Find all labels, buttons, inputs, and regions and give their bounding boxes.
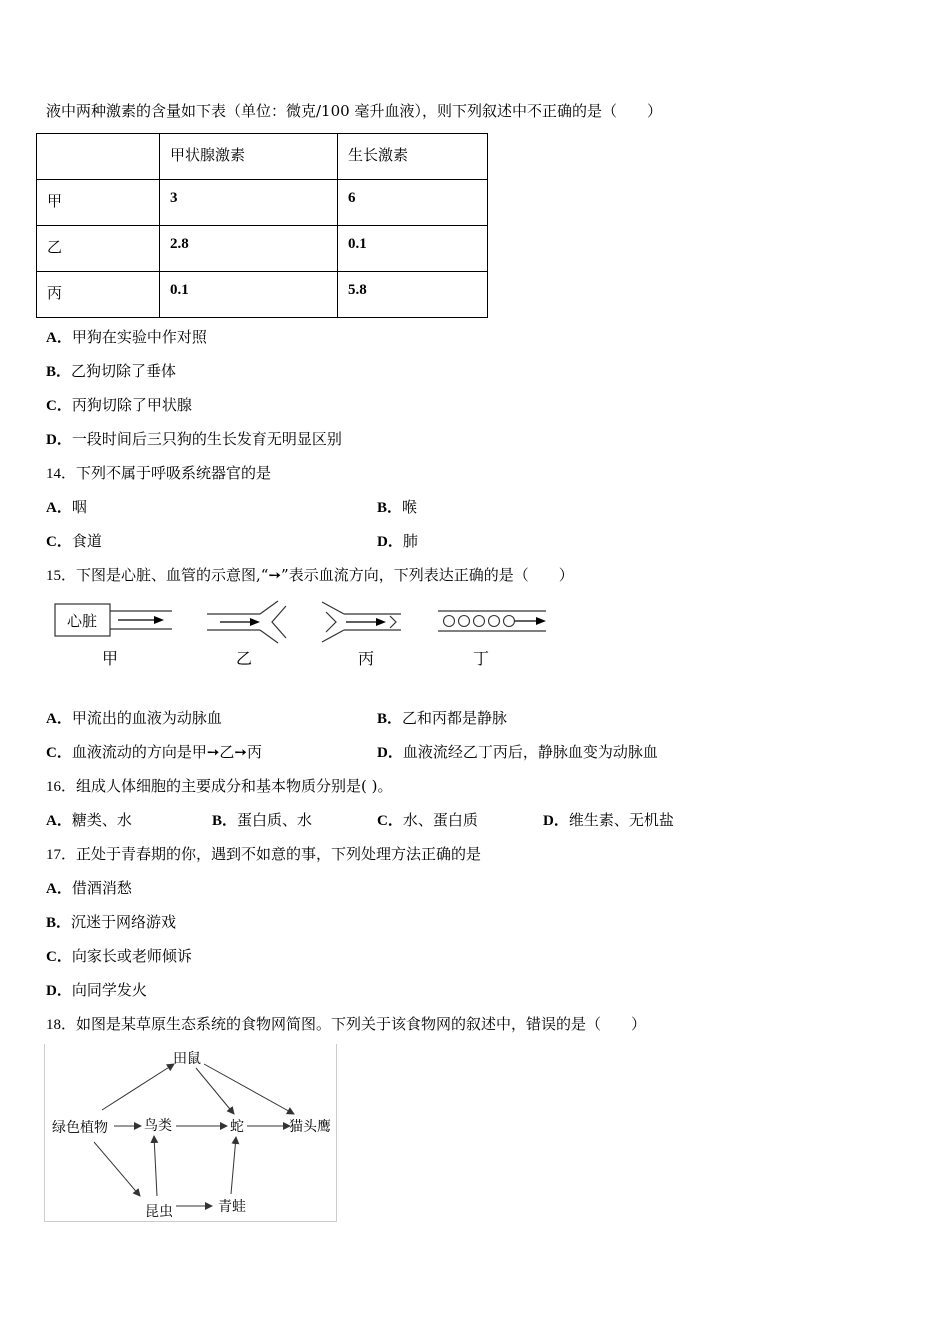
hormone-table — [36, 133, 488, 318]
q17-option-c — [46, 946, 192, 967]
node-birds: 鸟类 — [144, 1118, 172, 1134]
table-cell: 0.1 — [338, 226, 488, 272]
q14-stem — [46, 463, 271, 484]
option-label: A． — [46, 881, 72, 897]
table-header-cell: 生长激素 — [338, 134, 488, 180]
vessel-branch — [390, 616, 396, 628]
table-cell: 5.8 — [338, 272, 488, 318]
q16-option-b — [212, 810, 312, 831]
q13-option-a — [46, 327, 207, 348]
q15-option-b — [377, 708, 507, 729]
node-owl: 猫头鹰 — [289, 1119, 331, 1135]
node-frog: 青蛙 — [218, 1199, 246, 1215]
arrow-plant-to-insects — [94, 1142, 140, 1196]
node-green-plant: 绿色植物 — [52, 1120, 108, 1136]
q17-option-d — [46, 980, 147, 1001]
question-text: 组成人体细胞的主要成分和基本物质分别是( )。 — [76, 777, 393, 795]
question-number: 16． — [46, 779, 77, 795]
food-web-figure — [44, 1044, 338, 1224]
q14-option-c — [46, 531, 102, 552]
flow-arrow-head-icon — [536, 617, 546, 625]
flow-arrow-head-icon — [376, 618, 386, 626]
table-cell: 甲 — [37, 180, 160, 226]
blood-cell-icon — [504, 616, 515, 627]
question-number: 18． — [46, 1017, 77, 1033]
option-label: B． — [46, 364, 72, 380]
option-label: D． — [543, 813, 569, 829]
option-label: A． — [46, 813, 72, 829]
arrow-plant-to-mouse — [102, 1064, 174, 1110]
q15-option-c — [46, 742, 262, 763]
arrow-insects-to-birds — [154, 1136, 157, 1196]
q16-stem — [46, 776, 393, 797]
q14-option-b — [377, 497, 417, 518]
table-header-row — [37, 134, 488, 180]
table-row — [37, 272, 488, 318]
option-label: D． — [46, 432, 72, 448]
question-text: 下列不属于呼吸系统器官的是 — [76, 464, 272, 482]
option-label: A． — [46, 711, 72, 727]
option-label: B． — [46, 915, 72, 931]
option-text: 借酒消愁 — [71, 879, 132, 897]
question-number: 17． — [46, 847, 77, 863]
q14-option-a — [46, 497, 87, 518]
node-field-mouse: 田鼠 — [173, 1051, 201, 1067]
table-row — [37, 226, 488, 272]
option-text: 一段时间后三只狗的生长发育无明显区别 — [71, 430, 342, 448]
option-label: D． — [377, 745, 403, 761]
table-cell: 2.8 — [160, 226, 338, 272]
option-label: B． — [377, 500, 403, 516]
option-label: C． — [46, 949, 72, 965]
vessel-branch — [272, 606, 286, 638]
table-cell: 6 — [338, 180, 488, 226]
option-text: 甲流出的血液为动脉血 — [71, 709, 222, 727]
flow-arrow-head-icon — [154, 616, 164, 624]
q17-stem — [46, 844, 481, 865]
q13-option-b — [46, 361, 176, 382]
heart-vessel-figure — [46, 596, 556, 676]
table-cell: 0.1 — [160, 272, 338, 318]
option-text: 血液流动的方向是甲➙乙➙丙 — [71, 743, 262, 761]
q17-option-b — [46, 912, 176, 933]
option-label: C． — [46, 398, 72, 414]
q17-option-a — [46, 878, 132, 899]
question-number: 15． — [46, 568, 77, 584]
figure-label-ding: 丁 — [472, 649, 490, 668]
blood-cell-icon — [474, 616, 485, 627]
blood-cell-icon — [489, 616, 500, 627]
q15-option-d — [377, 742, 658, 763]
option-text: 水、蛋白质 — [402, 811, 478, 829]
q14-option-d — [377, 531, 418, 552]
option-text: 乙狗切除了垂体 — [71, 362, 177, 380]
option-text: 甲狗在实验中作对照 — [71, 328, 207, 346]
table-header-cell: 甲状腺激素 — [160, 134, 338, 180]
node-snake: 蛇 — [230, 1119, 244, 1135]
q16-option-a — [46, 810, 132, 831]
node-insects: 昆虫 — [145, 1204, 173, 1220]
table-header-cell — [37, 134, 160, 180]
figure-label-yi: 乙 — [235, 649, 253, 668]
q13-option-c — [46, 395, 192, 416]
q16-option-c — [377, 810, 478, 831]
q15-stem — [46, 565, 574, 586]
option-label: C． — [46, 534, 72, 550]
q18-stem — [46, 1014, 646, 1035]
q15-option-a — [46, 708, 222, 729]
q16-option-d — [543, 810, 674, 831]
option-label: B． — [377, 711, 403, 727]
option-text: 糖类、水 — [71, 811, 132, 829]
vessel-branch — [322, 630, 344, 642]
figure-label-jia: 甲 — [101, 649, 119, 668]
vessel-branch — [322, 602, 344, 614]
figure-label-bing: 丙 — [357, 649, 375, 668]
flow-arrow-head-icon — [250, 618, 260, 626]
table-row — [37, 180, 488, 226]
option-label: C． — [46, 745, 72, 761]
heart-label: 心脏 — [66, 612, 98, 630]
arrow-mouse-to-owl — [204, 1064, 294, 1114]
option-text: 食道 — [71, 532, 102, 550]
arrow-mouse-to-snake — [196, 1068, 234, 1114]
question-text: 如图是某草原生态系统的食物网简图。下列关于该食物网的叙述中，错误的是（ ） — [76, 1015, 647, 1033]
option-label: A． — [46, 500, 72, 516]
blood-cell-icon — [459, 616, 470, 627]
question-text: 下图是心脏、血管的示意图,“➙”表示血流方向，下列表达正确的是（ ） — [76, 566, 574, 584]
vessel-branch — [326, 612, 336, 632]
table-cell: 乙 — [37, 226, 160, 272]
table-cell: 3 — [160, 180, 338, 226]
q13-option-d — [46, 429, 342, 450]
option-text: 向家长或老师倾诉 — [71, 947, 192, 965]
question-number: 14． — [46, 466, 77, 482]
option-label: D． — [46, 983, 72, 999]
option-text: 血液流经乙丁丙后，静脉血变为动脉血 — [402, 743, 658, 761]
option-text: 肺 — [402, 532, 418, 550]
option-label: A． — [46, 330, 72, 346]
option-text: 咽 — [71, 498, 87, 516]
option-text: 喉 — [402, 498, 418, 516]
table-cell: 丙 — [37, 272, 160, 318]
option-text: 向同学发火 — [71, 981, 147, 999]
option-label: C． — [377, 813, 403, 829]
option-text: 丙狗切除了甲状腺 — [71, 396, 192, 414]
option-label: D． — [377, 534, 403, 550]
arrow-frog-to-snake — [231, 1137, 236, 1194]
option-label: B． — [212, 813, 238, 829]
vessel-branch — [260, 601, 278, 614]
vessel-branch — [260, 630, 278, 643]
option-text: 维生素、无机盐 — [568, 811, 674, 829]
blood-cell-icon — [444, 616, 455, 627]
option-text: 乙和丙都是静脉 — [402, 709, 508, 727]
question-text: 正处于青春期的你，遇到不如意的事，下列处理方法正确的是 — [76, 845, 482, 863]
q13-intro: 液中两种激素的含量如下表（单位：微克/100 毫升血液），则下列叙述中不正确的是（ ） — [46, 102, 662, 120]
option-text: 沉迷于网络游戏 — [71, 913, 177, 931]
option-text: 蛋白质、水 — [237, 811, 313, 829]
